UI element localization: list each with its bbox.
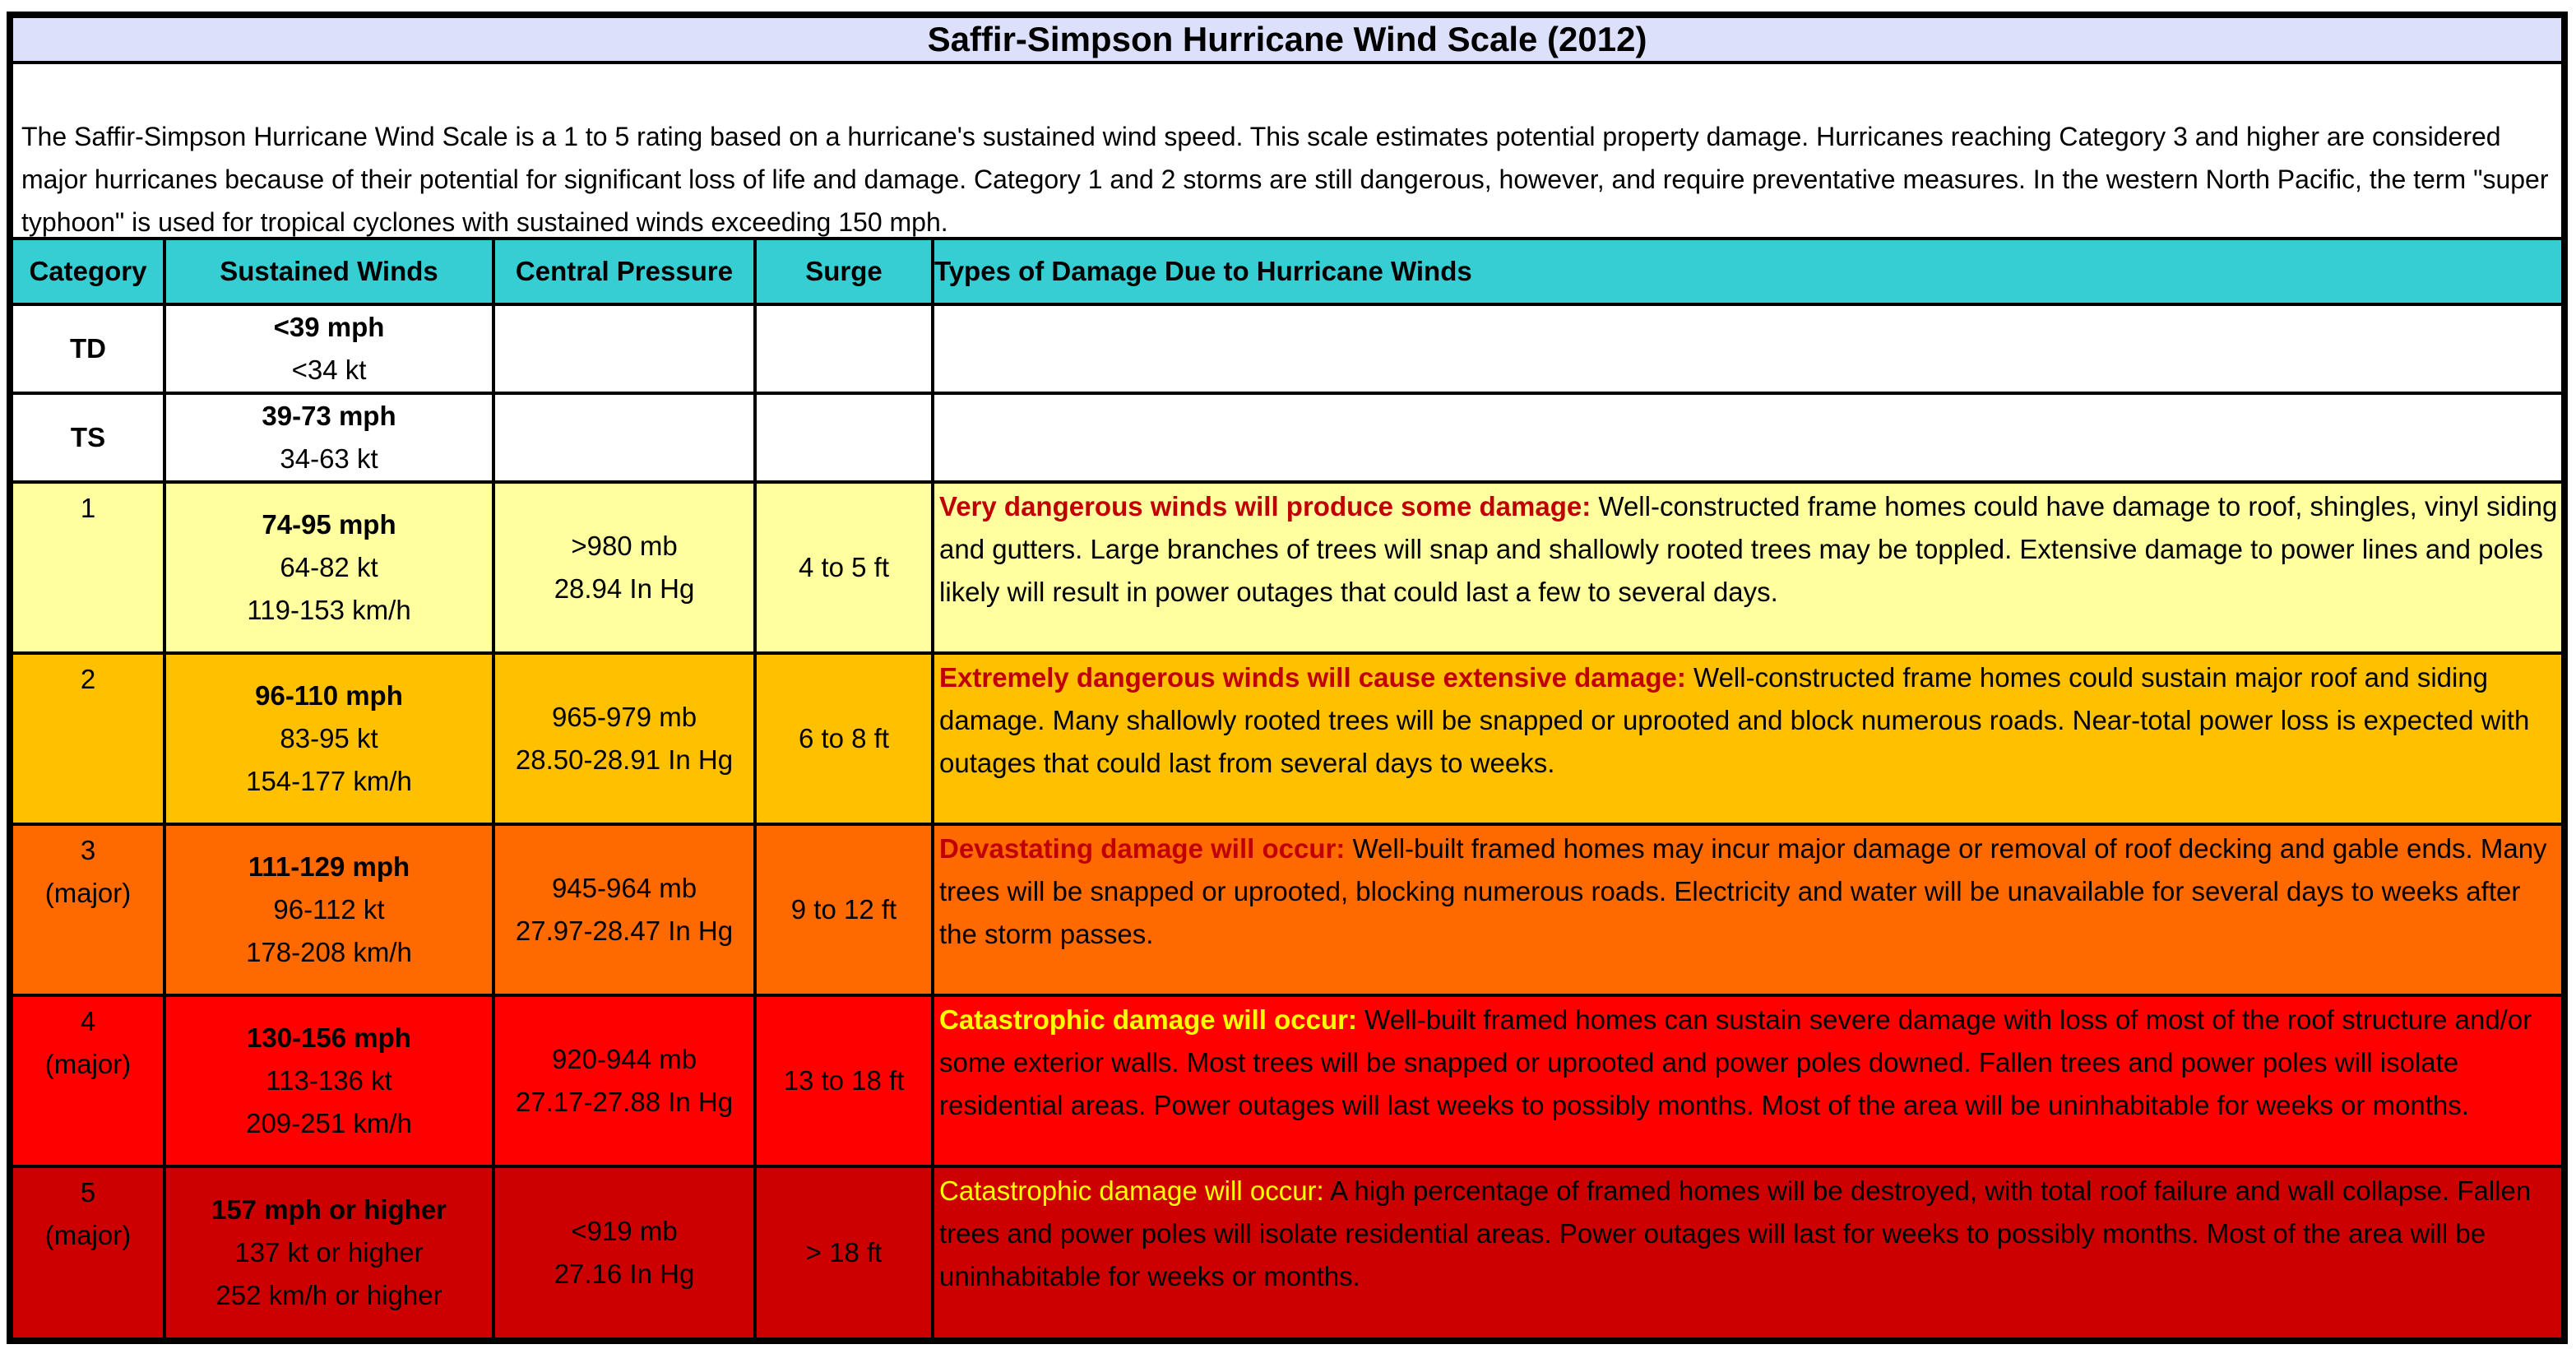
surge-cell: 6 to 8 ft: [755, 653, 933, 824]
winds-cell: [164, 653, 493, 824]
winds-mph: 130-156 mph: [247, 1022, 411, 1053]
category-major-label: (major): [44, 1049, 132, 1079]
pressure-cell: [493, 304, 755, 393]
header-winds: Sustained Winds: [164, 240, 493, 304]
sheet-title: Saffir-Simpson Hurricane Wind Scale (2012): [13, 18, 2561, 64]
pressure-cell: [493, 1166, 755, 1337]
header-damage: Types of Damage Due to Hurricane Winds: [933, 240, 2561, 304]
category-cell: [13, 995, 164, 1166]
pressure-mb: <919 mb: [571, 1216, 678, 1246]
winds-mph: 74-95 mph: [262, 509, 396, 540]
winds-cell: [164, 1166, 493, 1337]
header-pressure: Central Pressure: [493, 240, 755, 304]
damage-cell: [933, 653, 2561, 824]
damage-lead: Extremely dangerous winds will cause extensive damage:: [939, 662, 1686, 693]
pressure-cell: [493, 482, 755, 653]
damage-lead: Catastrophic damage will occur:: [939, 1004, 1357, 1035]
header-surge: Surge: [755, 240, 933, 304]
table-row: [13, 393, 2561, 482]
damage-cell: [933, 995, 2561, 1166]
winds-kt: 34-63 kt: [280, 443, 378, 474]
damage-description: A high percentage of framed homes will be destroyed, with total roof failure and wall collapse. Fallen trees and power poles will isolate residential areas. Power outages will last for weeks to possibly months. Most of the area will be uninhabitable for weeks or months.: [939, 1175, 2532, 1291]
category-cell: [13, 824, 164, 995]
damage-lead: Very dangerous winds will produce some damage:: [939, 491, 1591, 522]
damage-cell: [933, 304, 2561, 393]
winds-kmh: 209-251 km/h: [246, 1108, 412, 1138]
pressure-inhg: 27.17-27.88 In Hg: [515, 1087, 734, 1117]
winds-kt: 96-112 kt: [273, 894, 385, 925]
winds-cell: [164, 393, 493, 482]
damage-lead: Devastating damage will occur:: [939, 833, 1346, 864]
winds-kt: 137 kt or higher: [234, 1237, 424, 1268]
winds-cell: [164, 304, 493, 393]
winds-mph: 96-110 mph: [255, 680, 403, 711]
intro-paragraph: The Saffir-Simpson Hurricane Wind Scale is a 1 to 5 rating based on a hurricane's sustained wind speed. This scale estimates potential property damage. Hurricanes reaching Category 3 and higher are considered major hurricanes because of their potential for significant loss of life and damage. Category 1 and 2 storms are still dangerous, however, and require preventative measures. In the western North Pacific, the term "super typhoon" is used for tropical cyclones with sustained winds exceeding 150 mph.: [13, 64, 2561, 240]
winds-mph: 111-129 mph: [248, 851, 410, 882]
pressure-cell: [493, 995, 755, 1166]
winds-kmh: 119-153 km/h: [247, 595, 411, 625]
pressure-inhg: 27.97-28.47 In Hg: [515, 916, 734, 946]
category-number: 1: [80, 493, 96, 523]
pressure-cell: [493, 393, 755, 482]
table-row: [13, 304, 2561, 393]
damage-description: Well-built framed homes can sustain severe damage with loss of most of the roof structure and/or some exterior walls. Most trees will be snapped or uprooted and power poles downed. Fallen trees and power poles will isolate residential areas. Power outages will last weeks to possibly months. Most of the area will be uninhabitable for weeks or months.: [939, 1004, 2532, 1120]
category-cell: TS: [13, 393, 164, 482]
winds-kmh: 154-177 km/h: [246, 766, 412, 796]
damage-description: Well-constructed frame homes could sustain major roof and siding damage. Many shallowly rooted trees will be snapped or uprooted and block numerous roads. Near-total power loss is expected with outages that could last from several days to weeks.: [939, 662, 2530, 778]
category-cell: [13, 482, 164, 653]
scale-table: [13, 240, 2561, 1337]
damage-cell: [933, 482, 2561, 653]
winds-cell: [164, 824, 493, 995]
category-cell: TD: [13, 304, 164, 393]
table-row: [13, 824, 2561, 995]
pressure-mb: >980 mb: [571, 531, 678, 561]
category-cell: [13, 1166, 164, 1337]
surge-cell: [755, 393, 933, 482]
table-row: [13, 995, 2561, 1166]
surge-cell: 9 to 12 ft: [755, 824, 933, 995]
hurricane-scale-sheet: [7, 12, 2568, 1344]
category-number: 4: [80, 1006, 96, 1036]
pressure-cell: [493, 824, 755, 995]
winds-kt: 64-82 kt: [280, 552, 378, 582]
table-row: [13, 1166, 2561, 1337]
winds-kt: 83-95 kt: [280, 723, 378, 753]
damage-cell: [933, 393, 2561, 482]
pressure-inhg: 27.16 In Hg: [554, 1259, 695, 1289]
surge-cell: 4 to 5 ft: [755, 482, 933, 653]
winds-mph: 39-73 mph: [262, 401, 396, 431]
pressure-mb: 945-964 mb: [551, 873, 697, 903]
category-cell: [13, 653, 164, 824]
damage-lead: Catastrophic damage will occur:: [939, 1175, 1324, 1206]
category-number: 5: [80, 1177, 96, 1208]
winds-mph: <39 mph: [273, 312, 385, 342]
pressure-cell: [493, 653, 755, 824]
damage-cell: [933, 824, 2561, 995]
surge-cell: 13 to 18 ft: [755, 995, 933, 1166]
category-number: 3: [80, 835, 96, 865]
winds-kmh: 178-208 km/h: [246, 937, 412, 967]
damage-description: Well-constructed frame homes could have damage to roof, shingles, vinyl siding and gutters. Large branches of trees will snap and shallowly rooted trees may be toppled. Extensive damage to power lines and poles likely will result in power outages that could last a few to several days.: [939, 491, 2558, 607]
pressure-mb: 920-944 mb: [551, 1044, 697, 1074]
winds-kt: 113-136 kt: [266, 1065, 392, 1096]
winds-kt: <34 kt: [291, 355, 367, 385]
header-row: [13, 240, 2561, 304]
table-row: [13, 482, 2561, 653]
surge-cell: > 18 ft: [755, 1166, 933, 1337]
damage-description: Well-built framed homes may incur major damage or removal of roof decking and gable ends. Many trees will be snapped or uprooted, blocking numerous roads. Electricity and water will be unavailable for several days to weeks after the storm passes.: [939, 833, 2547, 949]
pressure-inhg: 28.94 In Hg: [554, 573, 695, 604]
surge-cell: [755, 304, 933, 393]
winds-mph: 157 mph or higher: [211, 1194, 447, 1225]
damage-cell: [933, 1166, 2561, 1337]
category-major-label: (major): [44, 1220, 132, 1250]
winds-kmh: 252 km/h or higher: [215, 1280, 442, 1310]
pressure-inhg: 28.50-28.91 In Hg: [515, 744, 734, 775]
winds-cell: [164, 995, 493, 1166]
category-major-label: (major): [44, 878, 132, 908]
pressure-mb: 965-979 mb: [551, 702, 697, 732]
category-number: 2: [80, 664, 96, 694]
table-row: [13, 653, 2561, 824]
winds-cell: [164, 482, 493, 653]
header-category: Category: [13, 240, 164, 304]
